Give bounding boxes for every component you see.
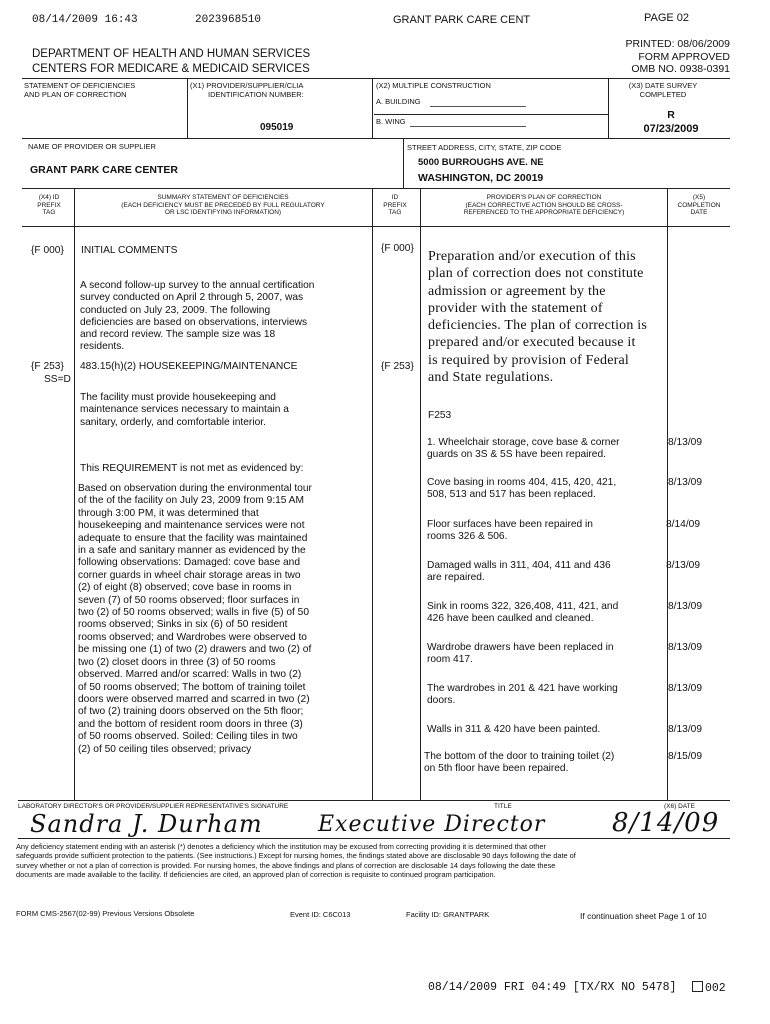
tag-f000: {F 000} xyxy=(31,245,64,256)
plan-item: Wardrobe drawers have been replaced in room 417. xyxy=(427,642,614,666)
building-blank xyxy=(430,106,526,107)
tag-f253: {F 253} xyxy=(31,361,64,372)
completion-date: 8/13/09 xyxy=(668,642,702,653)
plan-item: The wardrobes in 201 & 421 have working doors. xyxy=(427,683,618,707)
rule xyxy=(22,188,730,189)
form-id: FORM CMS-2567(02-99) Previous Versions Obsolete xyxy=(16,909,195,918)
plan-item: Walls in 311 & 420 have been painted. xyxy=(427,724,601,735)
omb-number: OMB NO. 0938-0391 xyxy=(631,63,730,75)
construction-label: (X2) MULTIPLE CONSTRUCTION xyxy=(376,81,491,90)
plan-item: Sink in rooms 322, 326,408, 411, 421, and 426 have been caulked and cleaned. xyxy=(427,601,619,625)
plan-item: Floor surfaces have been repaired in rooms 326 & 506. xyxy=(427,519,593,543)
facility-id: Facility ID: GRANTPARK xyxy=(406,910,490,919)
rule xyxy=(420,188,421,800)
id-header: ID PREFIX TAG xyxy=(383,194,407,216)
rule xyxy=(22,78,730,79)
checkbox-icon xyxy=(692,981,703,992)
rule xyxy=(18,800,730,801)
statement-label: STATEMENT OF DEFICIENCIES AND PLAN OF CORRECTION xyxy=(24,81,136,99)
survey-date: 07/23/2009 xyxy=(643,123,699,135)
summary-header: SUMMARY STATEMENT OF DEFICIENCIES (EACH DEFICIENCY MUST BE PRECEDED BY FULL REGULATORY OR LSC IDENTIFYING INFORMATION) xyxy=(121,194,325,216)
city-state-zip: WASHINGTON, DC 20019 xyxy=(418,172,544,184)
right-tag-f253: {F 253} xyxy=(381,361,414,372)
signature-label: LABORATORY DIRECTOR'S OR PROVIDER/SUPPLIER REPRESENTATIVE'S SIGNATURE xyxy=(18,803,289,810)
plan-item: Damaged walls in 311, 404, 411 and 436 are repaired. xyxy=(427,560,611,584)
completion-date: 8/13/09 xyxy=(668,601,702,612)
rule xyxy=(403,138,404,188)
form-approved: FORM APPROVED xyxy=(638,50,730,63)
rule xyxy=(374,114,608,115)
completion-date: 8/13/09 xyxy=(668,477,702,488)
completion-date: 8/13/09 xyxy=(668,683,702,694)
rule xyxy=(608,78,609,138)
continuation-sheet: If continuation sheet Page 1 of 10 xyxy=(580,911,707,921)
completion-date: 8/14/09 xyxy=(666,519,700,530)
fax-page: PAGE 02 xyxy=(644,12,690,24)
plan-disclaimer: Preparation and/or execution of this plan of correction does not constitute admission or agreement by the provider with the statement of deficiencies. The plan of correction is prepared and/or executed because it is required by provision of Federal and State regulations. xyxy=(428,249,648,386)
not-met-statement: This REQUIREMENT is not met as evidenced by: xyxy=(80,463,304,474)
survey-code: R xyxy=(667,109,675,121)
dept-line-1: DEPARTMENT OF HEALTH AND HUMAN SERVICES xyxy=(32,48,311,60)
rule xyxy=(18,838,730,839)
fax-datetime: 08/14/2009 16:43 xyxy=(32,14,138,26)
event-id: Event ID: C6C013 xyxy=(290,910,351,919)
f253-title: 483.15(h)(2) HOUSEKEEPING/MAINTENANCE xyxy=(80,361,298,372)
plan-f253-label: F253 xyxy=(428,410,452,421)
fax-phone: 2023968510 xyxy=(195,14,262,26)
rule xyxy=(22,226,730,227)
fax-page-counter: 002 xyxy=(692,981,726,995)
completion-date: 8/15/09 xyxy=(668,751,702,762)
wing-blank xyxy=(410,126,526,127)
street-address: 5000 BURROUGHS AVE. NE xyxy=(418,157,544,168)
requirement-text: The facility must provide housekeeping and maintenance services necessary to maintain a sanitary, orderly, and comfortable interior. xyxy=(80,392,289,428)
provider-id-label: (X1) PROVIDER/SUPPLIER/CLIA IDENTIFICATION NUMBER: xyxy=(190,81,304,99)
rule xyxy=(74,188,75,800)
footer-disclaimer: Any deficiency statement ending with an asterisk (*) denotes a deficiency which the institution may be excused from correcting providing it is determined that other safeguards provide sufficient protection to the patients. (See instructions.) Except for nursing homes, the findings stated above are disclosable 90 days following the date of survey whether or not a plan of correction is provided. For nursing homes, the above findings and plans of correction are disclosable 14 days following the date these documents are made available to the facility. If deficiencies are cited, an approved plan of correction is requisite to continued program participation. xyxy=(16,842,576,879)
intro-paragraph: A second follow-up survey to the annual certification survey conducted on April 2 through 5, 2007, was conducted on July 23, 2009. The following deficiencies are based on observations, interviews and record review. The sample size was 18 residents. xyxy=(80,280,315,353)
severity-scope: SS=D xyxy=(44,374,71,385)
printed-date: PRINTED: 08/06/2009 xyxy=(625,38,730,50)
completion-date: 8/13/09 xyxy=(668,724,702,735)
rule xyxy=(372,188,373,800)
plan-header: PROVIDER'S PLAN OF CORRECTION (EACH CORRECTIVE ACTION SHOULD BE CROSS- REFERENCED TO THE APPROPRIATE DEFICIENCY) xyxy=(463,194,625,216)
building-label: A. BUILDING xyxy=(376,97,421,106)
rule xyxy=(22,138,730,139)
provider-name-label: NAME OF PROVIDER OR SUPPLIER xyxy=(28,142,156,151)
rule xyxy=(372,78,373,138)
plan-item: 1. Wheelchair storage, cove base & corner guards on 3S & 5S have been repaired. xyxy=(427,437,620,461)
completion-date: 8/13/09 xyxy=(668,437,702,448)
wing-label: B. WING xyxy=(376,117,406,126)
x4-header: (X4) ID PREFIX TAG xyxy=(37,194,61,216)
right-tag-f000: {F 000} xyxy=(381,243,414,254)
date-label: (X6) DATE xyxy=(664,803,695,810)
form-approval xyxy=(530,38,730,76)
findings-paragraph: Based on observation during the environmental tour of the of the facility on July 23, 2009 from 9:15 AM through 3:00 PM, it was determined that housekeeping and maintenance services were not adequate to ensure that the facility was maintained in a safe and sanitary manner as evidenced by the following observations: Damaged: cove base and corner guards in wheel chair storage areas in two (2) of eight (8) observed; cove base in rooms in seven (7) of 50 rooms observed; floor surfaces in two (2) of 50 rooms observed; walls in five (5) of 50 rooms observed; Sinks in six (6) of 50 resident rooms observed; and Wardrobes were observed to be missing one (1) of two (2) drawers and two (2) of two (2) closet doors in three (3) of 50 rooms observed. Marred and/or scarred: Walls in two (2) of 50 rooms observed; The bottom of training toilet doors were observed marred and scarred in two (2) of two (2) training doors observed on the 5th floor; and the bottom of resident room doors in three (3) of 50 rooms observed. Soiled: Ceiling tiles in two (2) of 50 ceiling tiles observed; privacy xyxy=(78,483,312,755)
rule xyxy=(187,78,188,138)
initial-comments-heading: INITIAL COMMENTS xyxy=(81,245,178,256)
fax-footer: 08/14/2009 FRI 04:49 [TX/RX NO 5478] xyxy=(428,981,677,994)
x5-header: (X5) COMPLETION DATE xyxy=(677,194,721,216)
address-label: STREET ADDRESS, CITY, STATE, ZIP CODE xyxy=(407,143,562,152)
survey-label: (X3) DATE SURVEY COMPLETED xyxy=(628,81,698,99)
signature-name: Sandra J. Durham xyxy=(30,810,263,838)
title-label: TITLE xyxy=(494,803,512,810)
provider-name: GRANT PARK CARE CENTER xyxy=(30,164,178,176)
plan-item: The bottom of the door to training toilet (2) on 5th floor have been repaired. xyxy=(424,751,615,775)
dept-line-2: CENTERS FOR MEDICARE & MEDICAID SERVICES xyxy=(32,63,310,75)
completion-date: 8/13/09 xyxy=(666,560,700,571)
plan-item: Cove basing in rooms 404, 415, 420, 421, 508, 513 and 517 has been replaced. xyxy=(427,477,617,501)
signature-date: 8/14/09 xyxy=(612,808,720,838)
fax-sender: GRANT PARK CARE CENT xyxy=(393,14,531,26)
provider-id: 095019 xyxy=(260,122,294,133)
signature-title: Executive Director xyxy=(318,812,546,837)
